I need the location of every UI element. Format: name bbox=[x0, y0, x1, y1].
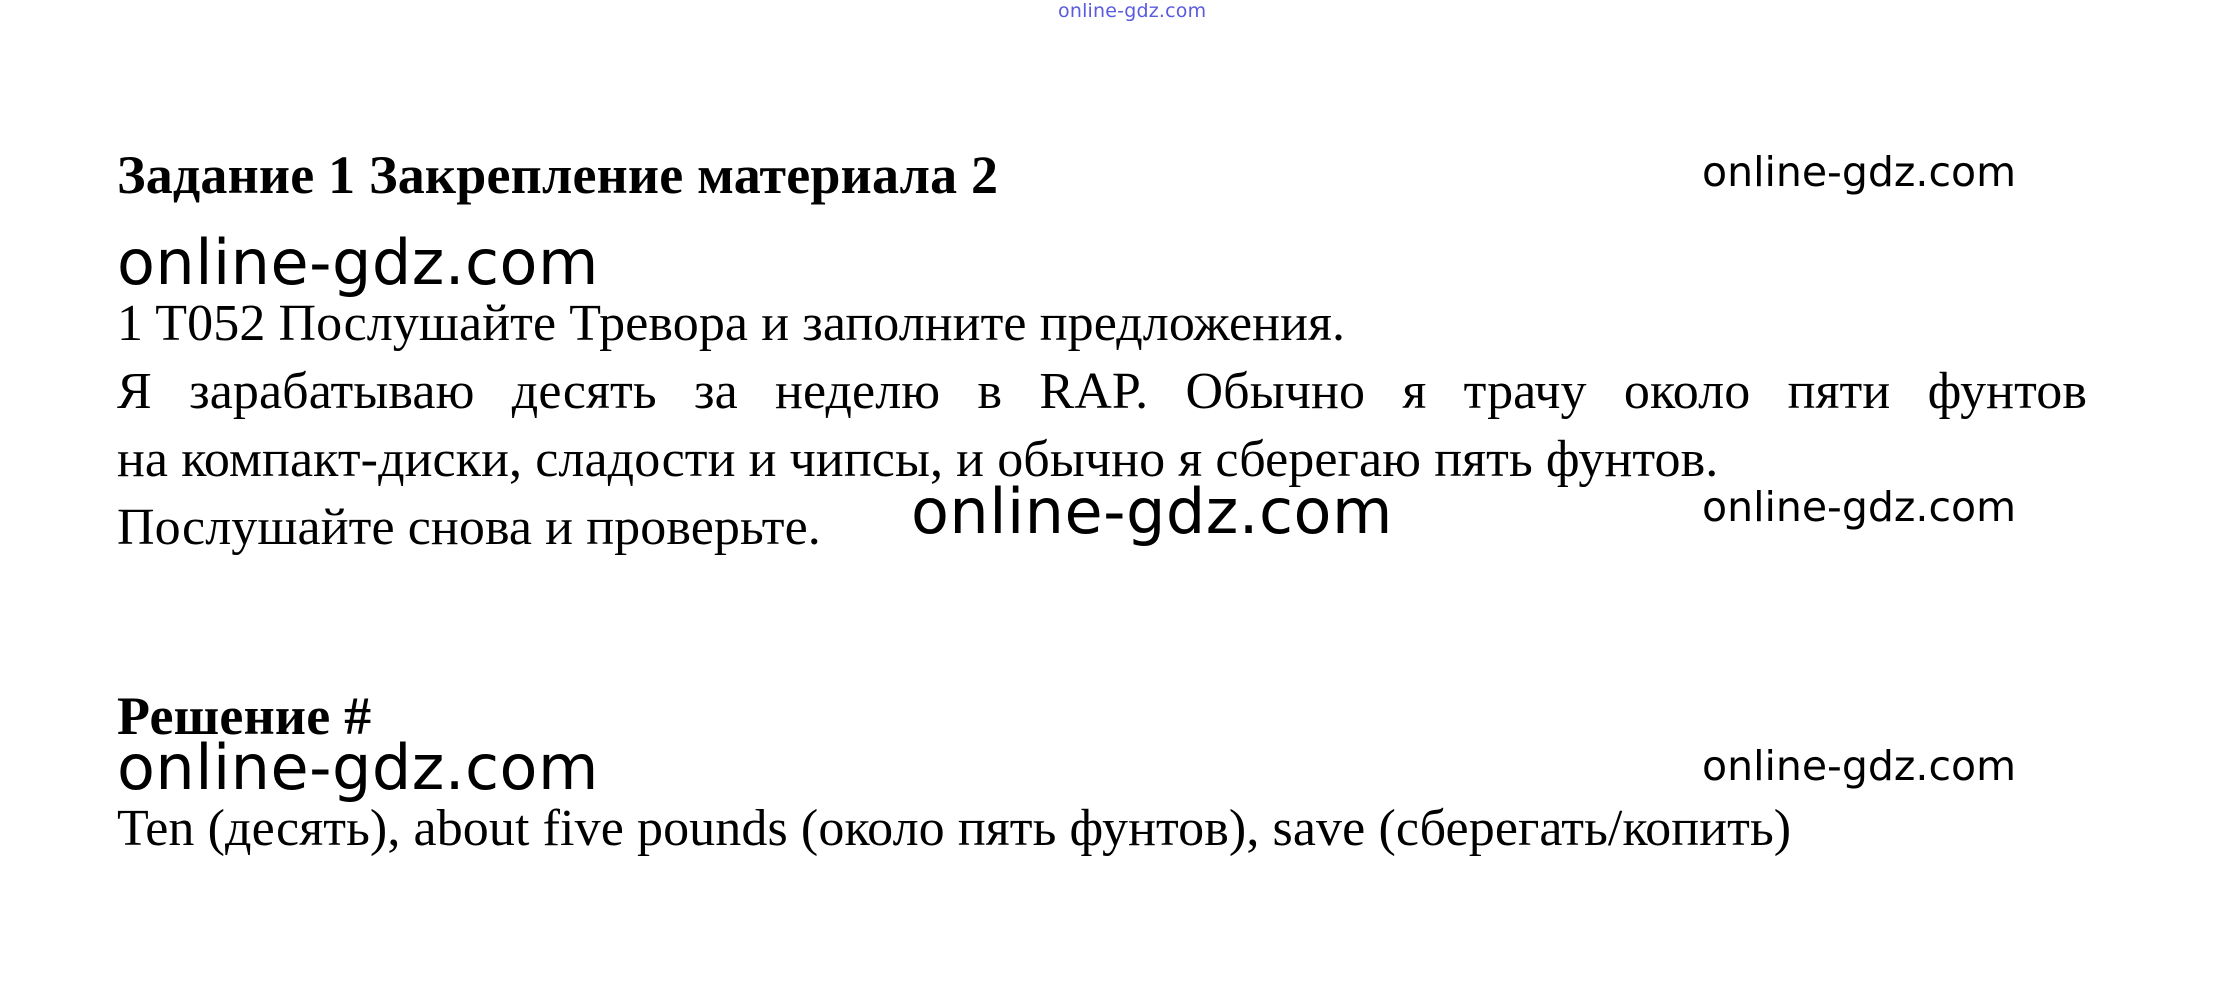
watermark-left-2: online-gdz.com bbox=[117, 731, 599, 804]
watermark-left-1: online-gdz.com bbox=[117, 226, 599, 299]
watermark-right-3: online-gdz.com bbox=[1702, 742, 2017, 790]
task-check-instruction: Послушайте снова и проверьте. bbox=[117, 499, 821, 556]
watermark-center: online-gdz.com bbox=[911, 475, 1393, 548]
task-instruction: 1 T052 Послушайте Тревора и заполните предложения. bbox=[117, 295, 1346, 352]
task-title: Задание 1 Закрепление материала 2 bbox=[117, 145, 999, 205]
watermark-right-2: online-gdz.com bbox=[1702, 483, 2017, 531]
watermark-right-1: online-gdz.com bbox=[1702, 148, 2017, 196]
top-watermark: online-gdz.com bbox=[1058, 0, 1207, 22]
solution-title: Решение # bbox=[117, 686, 372, 746]
task-sentence-line-1: Я зарабатываю десять за неделю в RAP. Обычно я трачу около пяти фунтов bbox=[117, 363, 2087, 420]
solution-answer: Ten (десять), about five pounds (около пять фунтов), save (сберегать/копить) bbox=[117, 800, 1792, 857]
task-sentence-line-2: на компакт-диски, сладости и чипсы, и обычно я сберегаю пять фунтов. bbox=[117, 431, 1719, 488]
